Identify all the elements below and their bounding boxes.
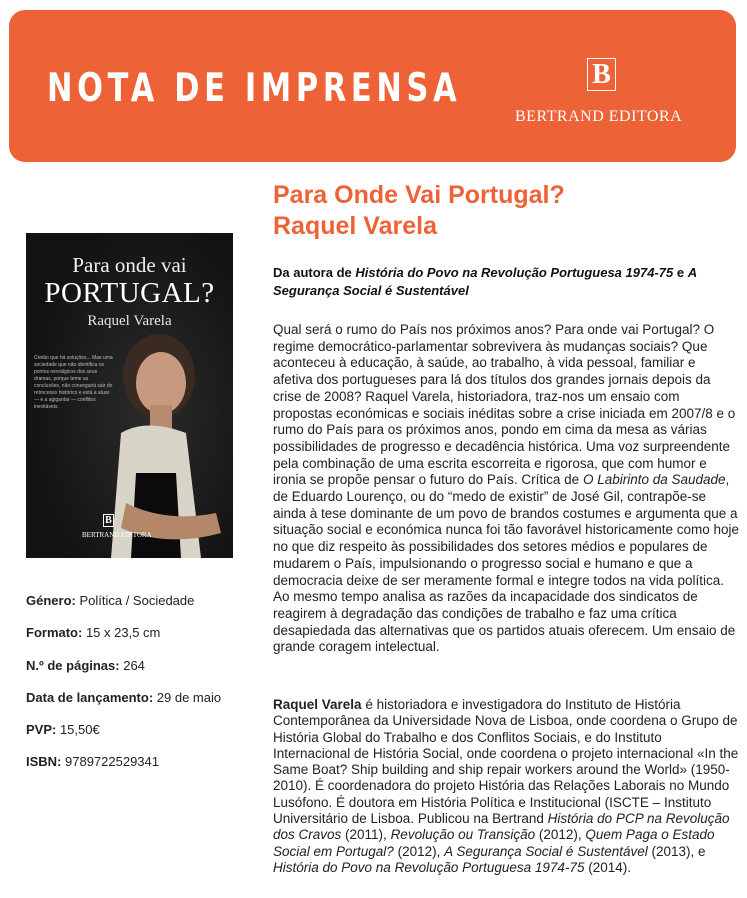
book-heading [273,180,733,242]
book-cover-image [26,233,233,558]
press-release-header [9,10,736,162]
book-description: Qual será o rumo do País nos próximos anos? Para onde vai Portugal? O regime democrático-parlamentar sobrevivera às mudanças sociais? Que aconteceu à educação, à saúde, ao trabalho, à vida pessoal, familiar e afetiva dos portugueses para lá dos títulos dos grandes jornais depois da crise de 2008? Raquel Varela, historiadora, traz-nos um ensaio com propostas económicas e sociais inéditas sobre a crise iniciada em 2007/8 e o rumo do País para os próximos anos, pondo em cima da mesa as várias possibilidades de progresso e decadência histórica. Uma voz surpreendente pela combinação de uma escrita escorreita e rigorosa, que com humor e ironia se propõe pensar o futuro do País. Crítica de O Labirinto da Saudade, de Eduardo Lourenço, ou do “medo de existir” de José Gil, contrapõe-se ainda à tese dominante de um povo de brandos costumes e argumenta que a situação social e económica nunca foi tão favorável historicamente como hoje no que diz respeito às possibilidades dos setores médios e populares de mudarem o País, impulsionando o progresso social e humano e que a democracia deixe de ser meramente formal e integre todos na vida política. Ao mesmo tempo analisa as razões da incapacidade dos sindicatos de reagirem à degradação das condições de trabalho e faz uma crítica desapiedada das alternativas que os partidos atuais oferecem. Um ensaio de grande coragem intelectual. [273,322,740,655]
book-details [26,593,258,787]
author-bio: Raquel Varela é historiadora e investigadora do Instituto de História Contemporânea da Universidade Nova de Lisboa, onde coordena o Grupo de História Global do Trabalho e dos Conflitos Sociais, e do Instituto Internacional de História Social, onde coordena o projeto internacional «In the Same Boat? Ship building and ship repair workers around the World» (1950-2010). É coordenadora do projeto História das Relações Laborais no Mundo Lusófono. É doutora em História Política e Institucional (ISCTE – Instituto Universitário de Lisboa. Publicou na Bertrand História do PCP na Revolução dos Cravos (2011), Revolução ou Transição (2012), Quem Paga o Estado Social em Portugal? (2012), A Segurança Social é Sustentável (2013), e História do Povo na Revolução Portuguesa 1974-75 (2014). [273,697,739,875]
cover-logo-icon: B [103,514,114,527]
detail-pages: N.º de páginas: 264 [26,657,145,673]
detail-isbn: ISBN: 9789722529341 [26,754,159,770]
publisher-name: BERTRAND EDITORA [515,108,683,125]
detail-format: Formato: 15 x 23,5 cm [26,625,161,641]
detail-price: PVP: 15,50€ [26,722,100,738]
book-author: Raquel Varela [273,212,437,240]
cover-title-line2: PORTUGAL? [44,277,215,309]
detail-genre: Género: Política / Sociedade [26,593,195,608]
byline: Da autora de História do Povo na Revolução Portuguesa 1974-75 e A Segurança Social é Sustentável [273,265,697,298]
cover-title-line1: Para onde vai [72,253,187,277]
book-title: Para Onde Vai Portugal? [273,181,565,209]
cover-blurb: Creião que há soluções... Mas uma sociedade que não identifica os pontos nevrálgicos dos seus dramas, porque teme as conclusões, não conseguirá sair do retrocesso histórico e está a atuar — e a agigantar — conflitos inevitáveis. [34,355,113,410]
cover-author: Raquel Varela [87,313,172,329]
detail-release-date: Data de lançamento: 29 de maio [26,689,222,705]
cover-publisher: BERTRAND EDITORA [82,531,152,539]
bio-author-name: Raquel Varela [273,697,362,712]
header-title: NOTA DE IMPRENSA [47,66,462,111]
bertrand-logo-icon: B [587,58,616,91]
